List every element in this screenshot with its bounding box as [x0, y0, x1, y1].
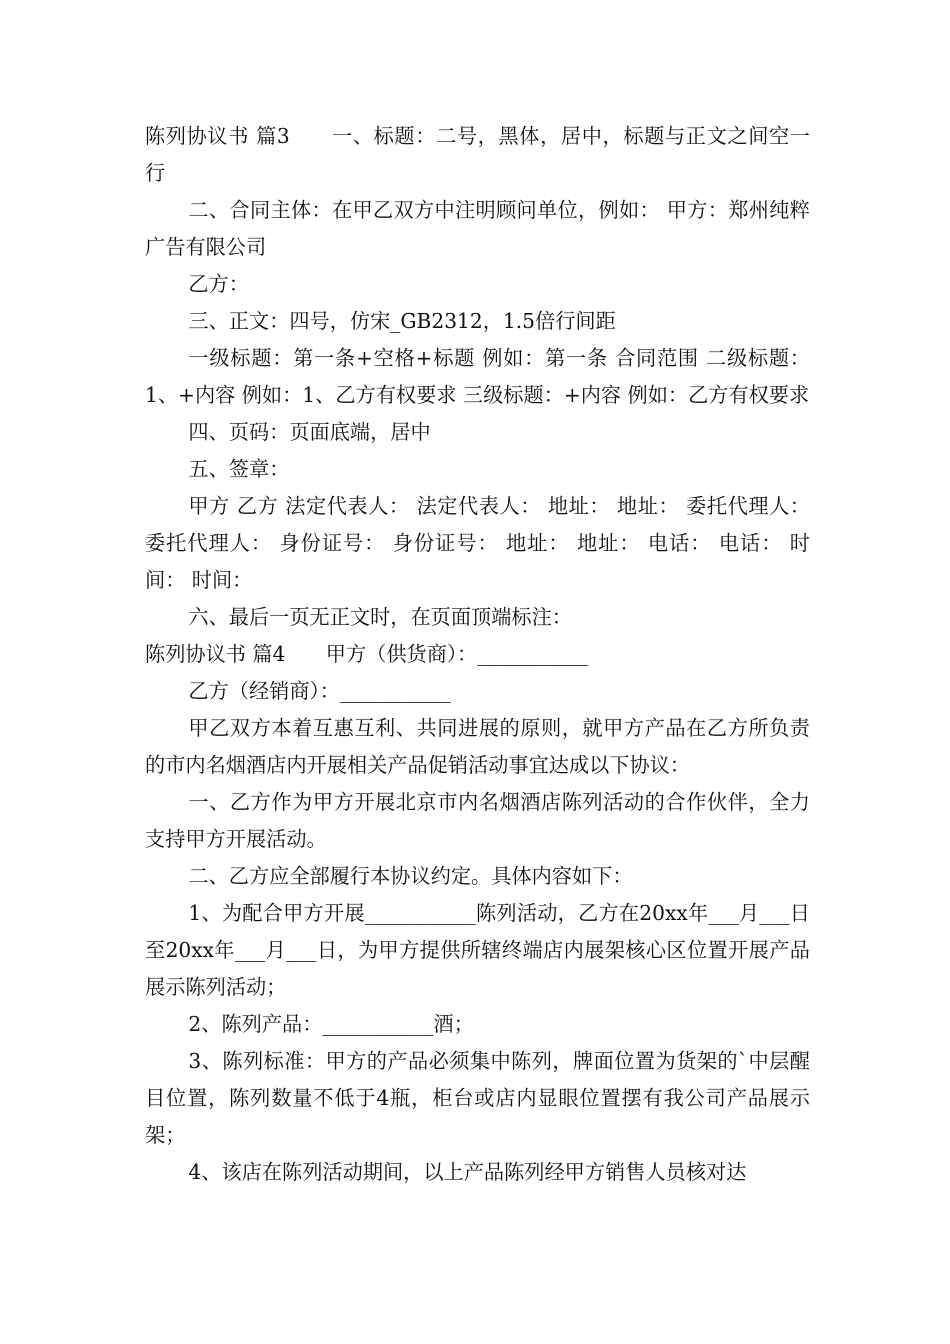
- paragraph: 三、正文：四号，仿宋_GB2312，1.5倍行间距: [188, 309, 616, 333]
- paragraph: 2、陈列产品：___________酒；: [188, 1012, 474, 1036]
- paragraph: 甲乙双方本着互惠互利、共同进展的原则，就甲方产品在乙方所负责的市内名烟酒店内开展相关产品促销活动事宜达成以下协议：: [145, 716, 810, 777]
- paragraph: 陈列协议书 篇3 一、标题：二号，黑体，居中，标题与正文之间空一行: [145, 124, 810, 185]
- paragraph: 二、合同主体：在甲乙双方中注明顾问单位，例如： 甲方：郑州纯粹广告有限公司: [145, 198, 810, 259]
- document-body: [145, 118, 810, 1191]
- paragraph: 1、为配合甲方开展___________陈列活动，乙方在20xx年___月___日至20xx年___月___日，为甲方提供所辖终端店内展架核心区位置开展产品展示陈列活动；: [145, 901, 810, 999]
- paragraph: 陈列协议书 篇4 甲方（供货商）：___________: [145, 642, 589, 666]
- paragraph: 4、该店在陈列活动期间，以上产品陈列经甲方销售人员核对达: [188, 1160, 747, 1184]
- paragraph: 一、乙方作为甲方开展北京市内名烟酒店陈列活动的合作伙伴，全力支持甲方开展活动。: [145, 790, 810, 851]
- paragraph: 3、陈列标准：甲方的产品必须集中陈列，牌面位置为货架的`中层醒目位置，陈列数量不低于4瓶，柜台或店内显眼位置摆有我公司产品展示架；: [145, 1049, 810, 1147]
- paragraph: 乙方：: [188, 272, 249, 296]
- paragraph: 乙方（经销商）：___________: [188, 679, 451, 703]
- paragraph: 二、乙方应全部履行本协议约定。具体内容如下：: [188, 864, 633, 888]
- paragraph: 一级标题：第一条+空格+标题 例如：第一条 合同范围 二级标题：1、+内容 例如：1、乙方有权要求 三级标题：+内容 例如：乙方有权要求: [145, 346, 810, 407]
- paragraph: 甲方 乙方 法定代表人： 法定代表人： 地址： 地址： 委托代理人： 委托代理人： 身份证号： 身份证号： 地址： 地址： 电话： 电话： 时间： 时间：: [145, 494, 810, 592]
- paragraph: 四、页码：页面底端，居中: [188, 420, 431, 444]
- paragraph: 六、最后一页无正文时，在页面顶端标注：: [188, 605, 572, 629]
- paragraph: 五、签章：: [188, 457, 290, 481]
